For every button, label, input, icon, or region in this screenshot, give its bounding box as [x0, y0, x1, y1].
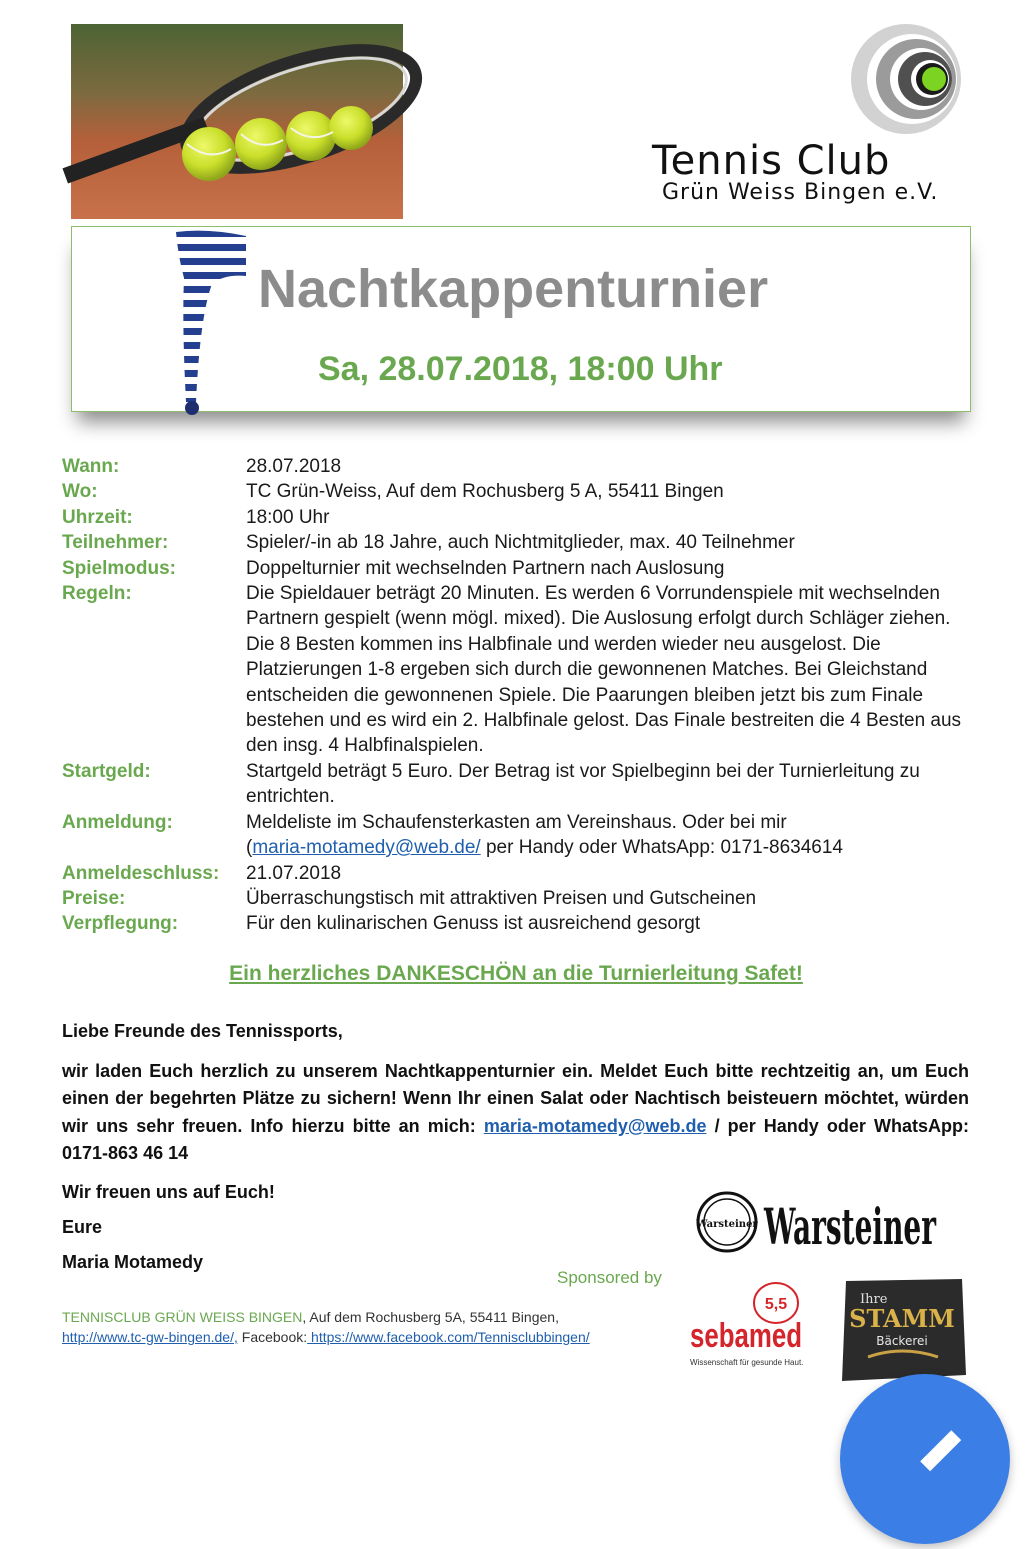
- thanks-line: Ein herzliches DANKESCHÖN an die Turnierleitung Safet!: [229, 962, 803, 985]
- info-row-startgeld: [62, 759, 972, 810]
- info-label: Teilnehmer:: [62, 532, 169, 554]
- info-value: 18:00 Uhr: [246, 506, 330, 528]
- info-label: Preise:: [62, 887, 126, 909]
- sebamed-wordmark: sebamed: [690, 1317, 802, 1355]
- anmeldung-contact: per Handy oder WhatsApp: 0171-8634614: [480, 837, 844, 859]
- stamm-baeckerei-logo: [838, 1275, 968, 1383]
- footer-club-name: TENNISCLUB GRÜN WEISS BINGEN: [62, 1309, 303, 1325]
- info-row-teilnehmer: [62, 530, 972, 555]
- warsteiner-logo: [694, 1188, 944, 1256]
- info-row-preise: [62, 886, 972, 911]
- footer-facebook-label: Facebook:: [237, 1329, 308, 1345]
- footer-address: , Auf dem Rochusberg 5A, 55411 Bingen,: [302, 1309, 559, 1325]
- letter-body-text: wir laden Euch herzlich zu unserem Nachtkappenturnier ein. Meldet Euch bitte rechtzeitig an, um Euch einen der begehrten Plätze zu sichern! Wenn Ihr einen Salat oder Nachtisch beisteuern möchtet, würden wir uns sehr freuen. Info hierzu bitte an mich:: [62, 1061, 969, 1136]
- info-value: TC Grün-Weiss, Auf dem Rochusberg 5 A, 55411 Bingen: [246, 481, 724, 503]
- stamm-sub-text: Bäckerei: [876, 1334, 928, 1348]
- info-value: 28.07.2018: [246, 456, 342, 477]
- edit-fab-button[interactable]: [840, 1374, 1010, 1544]
- info-row-anmeldeschluss: [62, 861, 972, 886]
- info-label: Uhrzeit:: [62, 506, 133, 528]
- stamm-wordmark: STAMM: [849, 1304, 955, 1333]
- info-row-verpflegung: [62, 911, 972, 936]
- letter-greeting: Liebe Freunde des Tennissports,: [62, 1021, 343, 1041]
- info-label: Anmeldeschluss:: [62, 862, 220, 884]
- info-row-wo: [62, 479, 972, 504]
- nightcap-icon: [168, 226, 252, 418]
- letter-eure: Eure: [62, 1217, 103, 1238]
- banner-date: Sa, 28.07.2018, 18:00 Uhr: [318, 350, 723, 388]
- info-label: Verpflegung:: [62, 913, 179, 935]
- footer-facebook-link[interactable]: https://www.facebook.com/Tennisclubbingen/: [307, 1329, 590, 1345]
- info-row-anmeldung: [62, 810, 972, 861]
- info-value: Doppelturnier mit wechselnden Partnern nach Auslosung: [246, 557, 725, 579]
- letter-email-link[interactable]: maria-motamedy@web.de: [483, 1115, 707, 1136]
- pencil-icon: [840, 1374, 1010, 1544]
- club-logo-rings: [640, 22, 980, 142]
- info-value: Spieler/-in ab 18 Jahre, auch Nichtmitglieder, max. 40 Teilnehmer: [246, 532, 795, 554]
- anmeldung-email-link[interactable]: maria-motamedy@web.de/: [252, 837, 481, 859]
- stamm-top-text: Ihre: [860, 1292, 888, 1307]
- letter-closing: Wir freuen uns auf Euch!: [62, 1182, 275, 1203]
- banner-title: Nachtkappenturnier: [258, 259, 769, 319]
- tournament-info: [62, 454, 972, 937]
- info-label: Spielmodus:: [62, 557, 177, 579]
- info-row-spielmodus: [62, 556, 972, 581]
- sebamed-logo: [688, 1275, 812, 1371]
- info-value: Für den kulinarischen Genuss ist ausreichend gesorgt: [246, 913, 701, 935]
- warsteiner-seal-text: Warsteiner: [696, 1219, 758, 1230]
- letter-body: [62, 1058, 969, 1167]
- footer: [62, 1307, 590, 1347]
- warsteiner-wordmark: Warsteiner: [763, 1197, 937, 1256]
- anmeldung-paren: (: [246, 837, 253, 859]
- info-value: Startgeld beträgt 5 Euro. Der Betrag ist vor Spielbeginn bei der Turnierleitung zu entrichten.: [246, 760, 920, 808]
- tennis-photo-graphic: [71, 24, 403, 219]
- info-label: Startgeld:: [62, 760, 151, 782]
- info-label: Anmeldung:: [62, 811, 173, 833]
- info-label: Regeln:: [62, 583, 132, 605]
- sebamed-ph-value: 5,5: [764, 1296, 788, 1313]
- anmeldung-text: Meldeliste im Schaufensterkasten am Vereinshaus. Oder bei mir: [246, 811, 787, 833]
- club-name: Tennis Club: [652, 138, 891, 184]
- info-value: Die Spieldauer beträgt 20 Minuten. Es werden 6 Vorrundenspiele mit wechselnden Partnern gespielt (wenn mögl. mixed). Die Auslosung erfolgt durch Schläger ziehen. Die 8 Besten kommen ins Halbfinale und werden wieder neu ausgelost. Die Platzierungen 1-8 ergeben sich durch die gewonnenen Matches. Bei Gleichstand entscheiden die gewonnenen Spiele. Die Paarungen bleiben jetzt bis zum Finale bestehen und es wird ein 2. Halbfinale gelost. Das Finale bestreiten die 4 Besten aus den insg. 4 Halbfinalspielen.: [246, 583, 962, 757]
- letter-body-contact: / per Handy oder WhatsApp: 0171-863 46 14: [62, 1115, 969, 1163]
- info-row-wann: [62, 454, 972, 479]
- footer-website-link[interactable]: http://www.tc-gw-bingen.de/,: [62, 1329, 238, 1345]
- tennis-balls-photo: [71, 24, 403, 219]
- info-value: [246, 810, 972, 861]
- info-label: Wo:: [62, 481, 98, 503]
- info-row-uhrzeit: [62, 505, 972, 530]
- info-row-regeln: [62, 581, 972, 759]
- club-subtitle: Grün Weiss Bingen e.V.: [662, 180, 939, 205]
- info-value: Überraschungstisch mit attraktiven Preisen und Gutscheinen: [246, 887, 757, 909]
- sponsored-by-label: Sponsored by: [557, 1268, 662, 1287]
- sebamed-tagline: Wissenschaft für gesunde Haut.: [690, 1358, 804, 1367]
- info-value: 21.07.2018: [246, 862, 342, 884]
- info-label: Wann:: [62, 456, 120, 477]
- letter-signer: Maria Motamedy: [62, 1252, 204, 1273]
